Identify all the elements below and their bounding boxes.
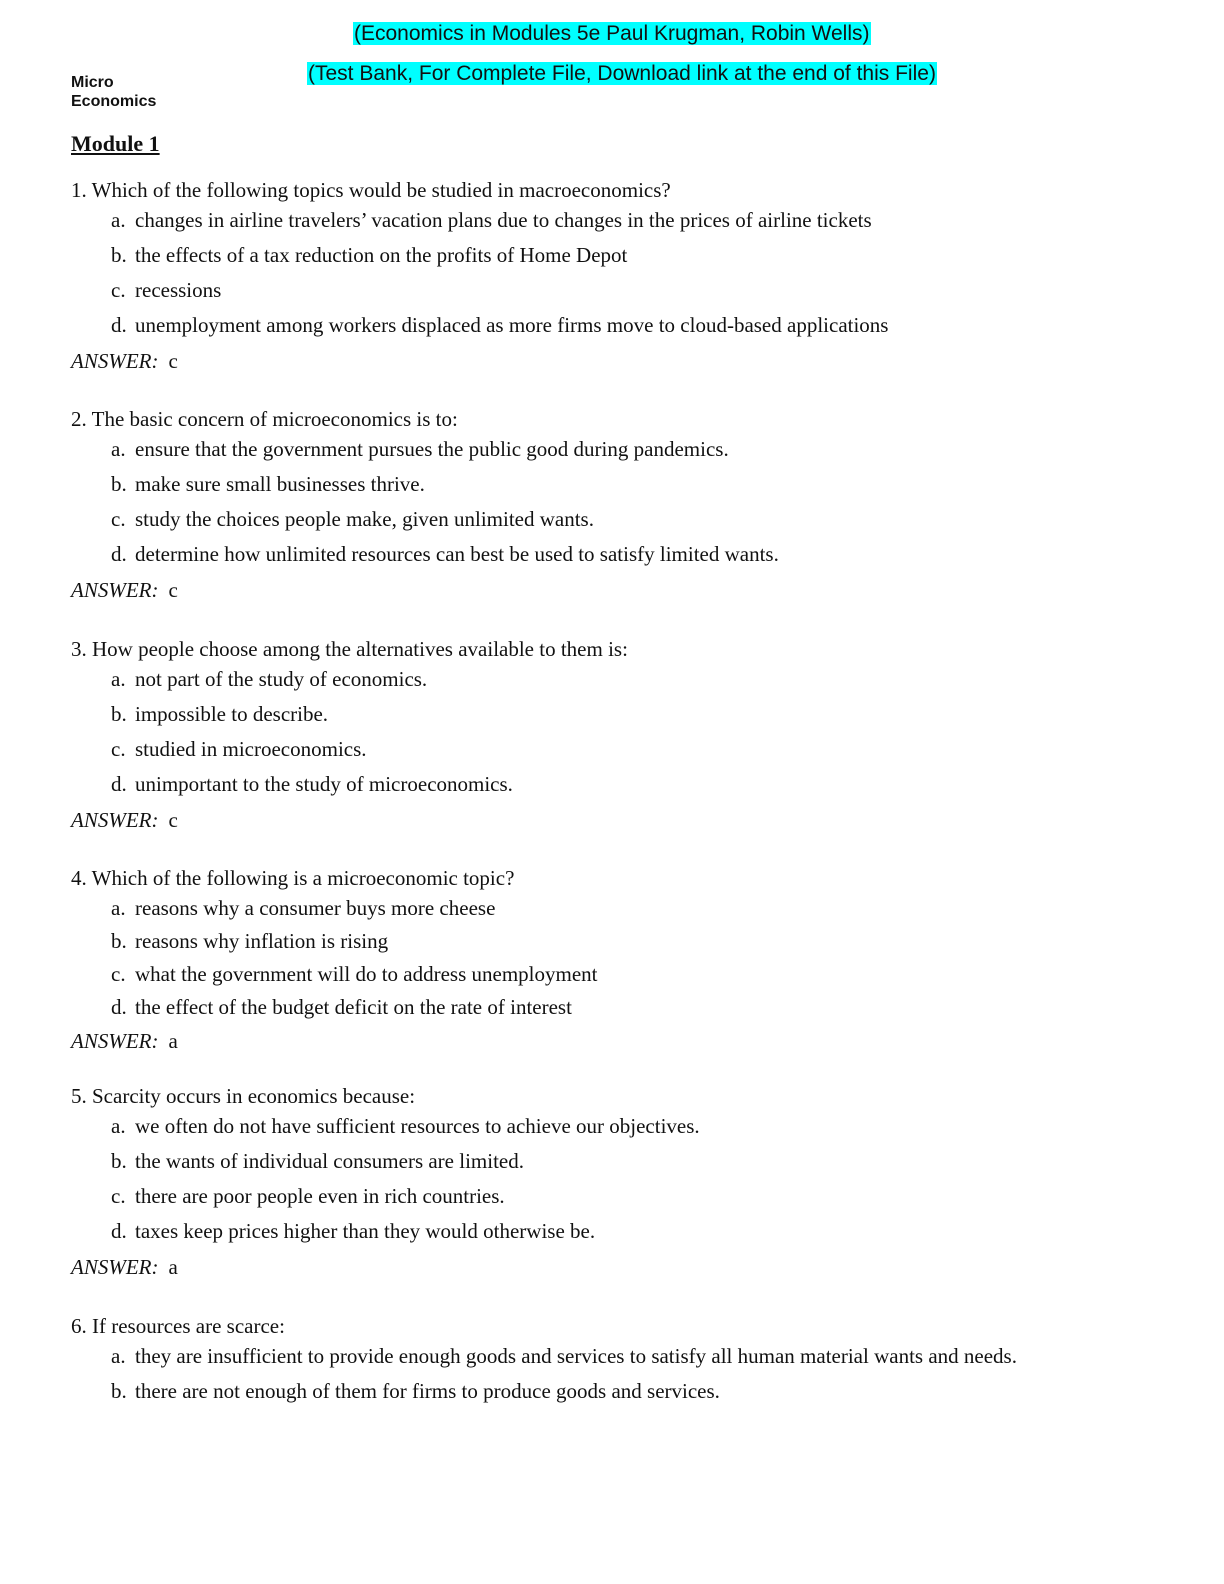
- subject-line-2: Economics: [71, 93, 157, 110]
- option: a. changes in airline travelers’ vacation plans due to changes in the prices of airline tickets: [111, 208, 872, 232]
- answer-line: ANSWER: c: [71, 349, 178, 373]
- option: a. they are insufficient to provide enough goods and services to satisfy all human material wants and needs.: [111, 1344, 1017, 1368]
- option: b. there are not enough of them for firms to produce goods and services.: [111, 1379, 720, 1403]
- option: c. there are poor people even in rich countries.: [111, 1184, 505, 1208]
- option: d. the effect of the budget deficit on the rate of interest: [111, 995, 572, 1019]
- option: c. studied in microeconomics.: [111, 737, 367, 761]
- answer-line: ANSWER: c: [71, 578, 178, 602]
- answer-line: ANSWER: c: [71, 808, 178, 832]
- question-1: [71, 177, 1131, 374]
- question-stem: 3. How people choose among the alternatives available to them is:: [71, 637, 628, 661]
- option: b. reasons why inflation is rising: [111, 929, 389, 953]
- subject-line-1: Micro: [71, 74, 114, 91]
- option: b. the effects of a tax reduction on the profits of Home Depot: [111, 243, 628, 267]
- option: d. unemployment among workers displaced as more firms move to cloud-based applications: [111, 313, 889, 337]
- option: b. make sure small businesses thrive.: [111, 472, 425, 496]
- question-4: [71, 865, 1131, 1054]
- option: d. unimportant to the study of microeconomics.: [111, 772, 513, 796]
- question-5: [71, 1083, 1131, 1280]
- option: b. impossible to describe.: [111, 702, 329, 726]
- option: a. we often do not have sufficient resources to achieve our objectives.: [111, 1114, 700, 1138]
- question-stem: 2. The basic concern of microeconomics is to:: [71, 407, 458, 431]
- option: c. study the choices people make, given unlimited wants.: [111, 507, 594, 531]
- option: d. taxes keep prices higher than they would otherwise be.: [111, 1219, 596, 1243]
- question-3: [71, 636, 1131, 833]
- question-stem: 5. Scarcity occurs in economics because:: [71, 1084, 416, 1108]
- answer-line: ANSWER: a: [71, 1255, 178, 1279]
- option: b. the wants of individual consumers are limited.: [111, 1149, 524, 1173]
- question-2: [71, 406, 1131, 603]
- header-banner-title: (Economics in Modules 5e Paul Krugman, Robin Wells): [354, 22, 870, 45]
- module-title: Module 1: [71, 131, 160, 156]
- question-stem: 1. Which of the following topics would be studied in macroeconomics?: [71, 178, 671, 202]
- option: a. not part of the study of economics.: [111, 667, 428, 691]
- option: a. ensure that the government pursues the public good during pandemics.: [111, 437, 729, 461]
- option: d. determine how unlimited resources can best be used to satisfy limited wants.: [111, 542, 779, 566]
- option: c. what the government will do to address unemployment: [111, 962, 598, 986]
- option: a. reasons why a consumer buys more cheese: [111, 896, 496, 920]
- option: c. recessions: [111, 278, 222, 302]
- question-stem: 4. Which of the following is a microeconomic topic?: [71, 866, 515, 890]
- answer-line: ANSWER: a: [71, 1029, 178, 1053]
- question-6: [71, 1313, 1131, 1406]
- header-banner-download-note: (Test Bank, For Complete File, Download link at the end of this File): [308, 62, 936, 85]
- question-stem: 6. If resources are scarce:: [71, 1314, 285, 1338]
- subject-label: [71, 73, 156, 111]
